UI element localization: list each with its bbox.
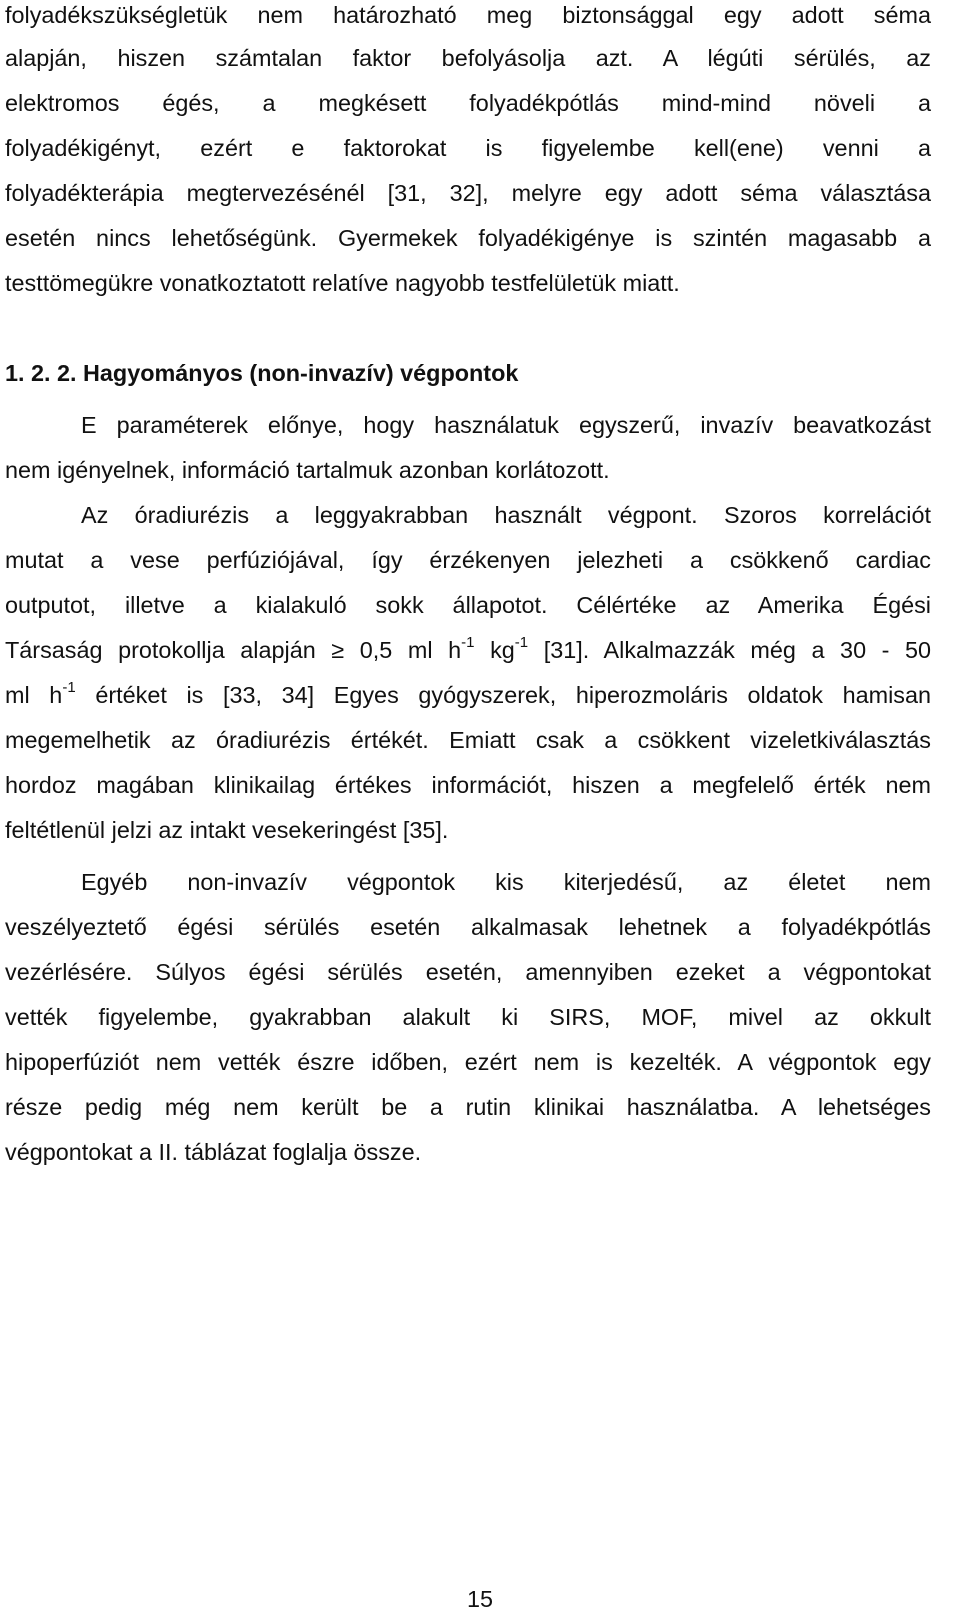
superscript: -1 bbox=[62, 679, 76, 697]
section-heading: 1. 2. 2. Hagyományos (non-invazív) végpontok bbox=[5, 360, 519, 386]
text-run: ml h bbox=[5, 682, 63, 708]
text-run: értéket is [33, 34] Egyes gyógyszerek, hiperozmoláris oldatok hamisan bbox=[95, 682, 932, 708]
paragraph2-line1: E paraméterek előnye, hogy használatuk egyszerű, invazív beavatkozást bbox=[81, 412, 931, 438]
paragraph3-line6: megemelhetik az óradiurézis értékét. Emiatt csak a csökkent vizeletkiválasztás bbox=[5, 727, 931, 753]
paragraph4-line2: veszélyeztető égési sérülés esetén alkalmasak lehetnek a folyadékpótlás bbox=[5, 914, 931, 940]
superscript: -1 bbox=[461, 634, 475, 652]
paragraph4-line3: vezérlésére. Súlyos égési sérülés esetén, amennyiben ezeket a végpontokat bbox=[5, 959, 931, 985]
paragraph3-line3: outputot, illetve a kialakuló sokk állapotot. Célértéke az Amerika Égési bbox=[5, 592, 931, 618]
paragraph3-line8: feltétlenül jelzi az intakt vesekeringést [35]. bbox=[5, 817, 449, 843]
paragraph4-line1: Egyéb non-invazív végpontok kis kiterjedésű, az életet nem bbox=[81, 869, 931, 895]
paragraph1-line5: folyadékterápia megtervezésénél [31, 32], melyre egy adott séma választása bbox=[5, 180, 931, 206]
greater-or-equal-symbol: ≥ bbox=[331, 637, 345, 663]
text-run: 0,5 ml h bbox=[359, 637, 462, 663]
text-run: [31]. Alkalmazzák még a 30 - 50 bbox=[543, 637, 932, 663]
superscript: -1 bbox=[514, 634, 529, 652]
paragraph1-line2: alapján, hiszen számtalan faktor befolyásolja azt. A légúti sérülés, az bbox=[5, 45, 931, 71]
paragraph4-line7: végpontokat a II. táblázat foglalja össze. bbox=[5, 1139, 422, 1165]
paragraph1-line7: testtömegükre vonatkoztatott relatíve nagyobb testfelületük miatt. bbox=[5, 270, 680, 296]
paragraph1-line4: folyadékigényt, ezért e faktorokat is figyelembe kell(ene) venni a bbox=[5, 135, 931, 161]
paragraph4-line4: vették figyelembe, gyakrabban alakult ki SIRS, MOF, mivel az okkult bbox=[5, 1004, 931, 1030]
paragraph1-line1: folyadékszükségletük nem határozható meg biztonsággal egy adott séma bbox=[5, 2, 931, 28]
text-run: Társaság protokollja alapján bbox=[5, 637, 316, 663]
paragraph3-line5 bbox=[5, 680, 931, 710]
text-run: kg bbox=[490, 637, 515, 663]
page-number: 15 bbox=[466, 1586, 494, 1612]
paragraph4-line6: része pedig még nem került be a rutin klinikai használatba. A lehetséges bbox=[5, 1094, 931, 1120]
paragraph4-line5: hipoperfúziót nem vették észre időben, ezért nem is kezelték. A végpontok egy bbox=[5, 1049, 931, 1075]
paragraph3-line1: Az óradiurézis a leggyakrabban használt végpont. Szoros korrelációt bbox=[81, 502, 931, 528]
paragraph1-line3: elektromos égés, a megkésett folyadékpótlás mind-mind növeli a bbox=[5, 90, 931, 116]
paragraph1-line6: esetén nincs lehetőségünk. Gyermekek folyadékigénye is szintén magasabb a bbox=[5, 225, 931, 251]
paragraph3-line2: mutat a vese perfúziójával, így érzékenyen jelezheti a csökkenő cardiac bbox=[5, 547, 931, 573]
paragraph3-line4 bbox=[5, 635, 931, 665]
paragraph3-line7: hordoz magában klinikailag értékes információt, hiszen a megfelelő érték nem bbox=[5, 772, 931, 798]
paragraph2-line2: nem igényelnek, információ tartalmuk azonban korlátozott. bbox=[5, 457, 610, 483]
